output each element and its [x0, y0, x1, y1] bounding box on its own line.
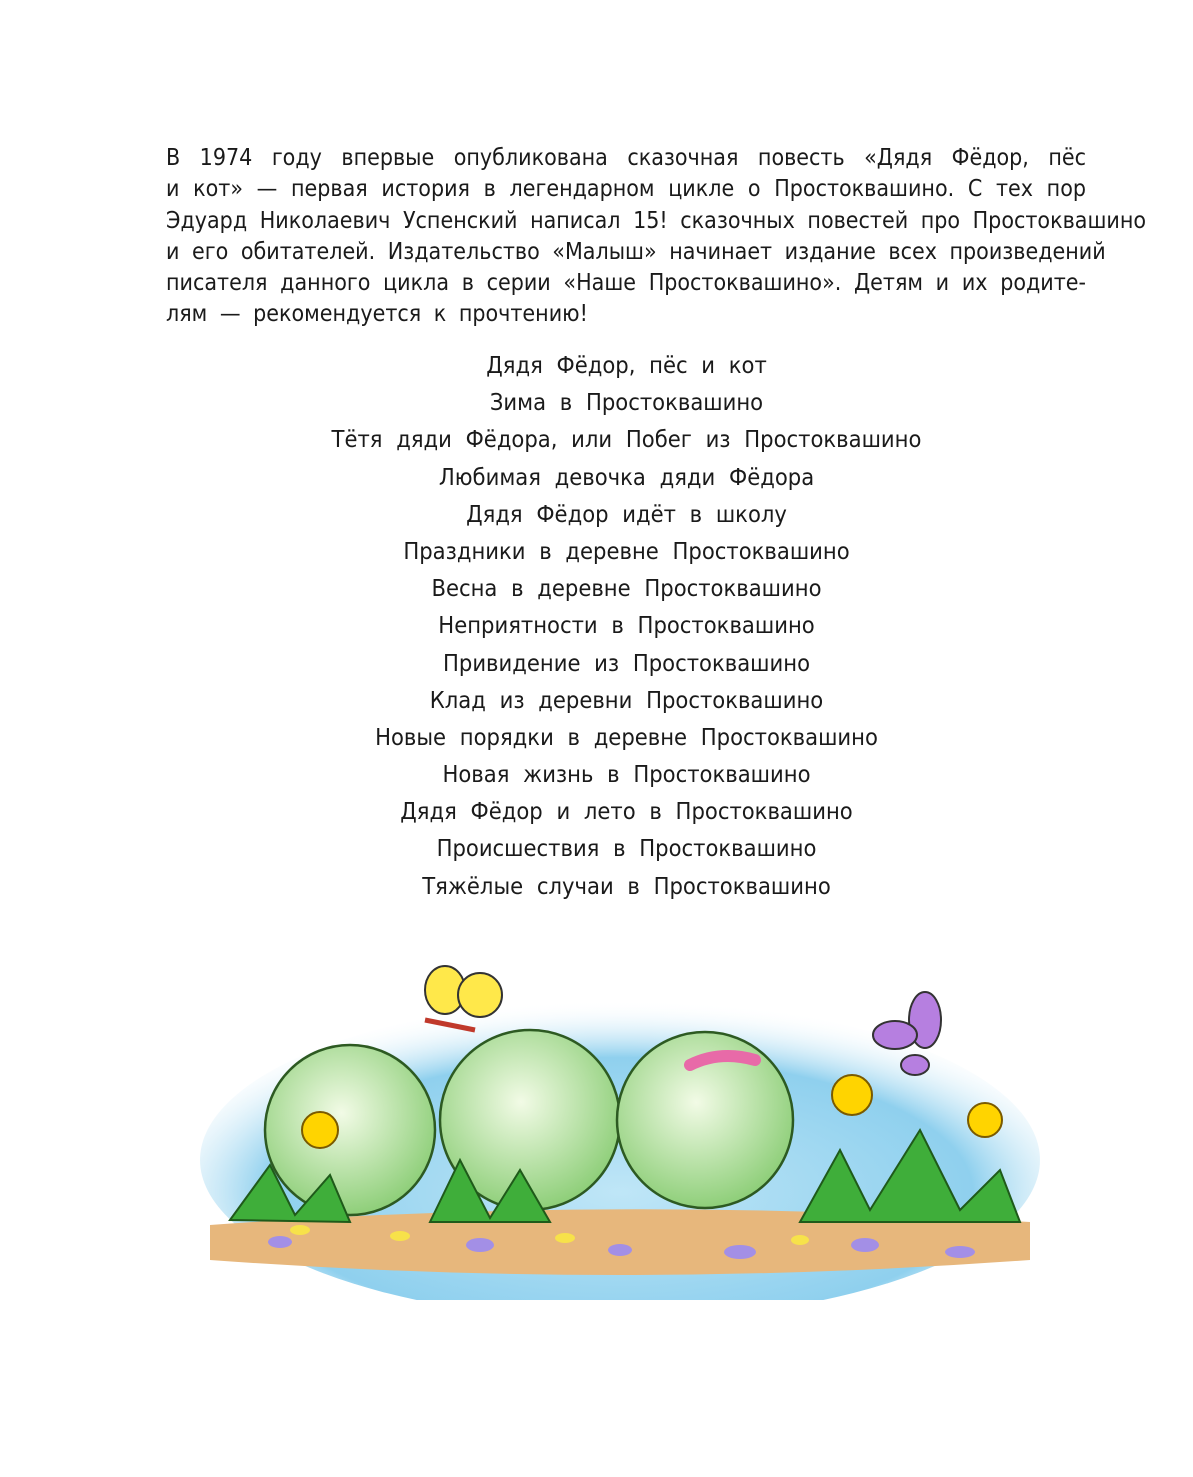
book-title-list [0, 347, 1193, 905]
intro-paragraph [166, 143, 1147, 331]
book-title: Происшествия в Простоквашино [436, 834, 817, 863]
book-title: Любимая девочка дяди Фёдора [438, 462, 815, 491]
intro-line: Эдуард Николаевич Успенский написал 15! сказочных повестей про Простоквашино [166, 207, 1147, 234]
book-title: Клад из деревни Простоквашино [429, 685, 824, 714]
intro-line: и его обитателей. Издательство «Малыш» начинает издание всех произведений [166, 238, 1106, 265]
intro-line: и кот» — первая история в легендарном цикле о Простоквашино. С тех пор [166, 176, 1086, 203]
book-title: Новые порядки в деревне Простоквашино [375, 722, 878, 751]
book-title: Весна в деревне Простоквашино [431, 574, 822, 603]
book-title: Привидение из Простоквашино [442, 648, 811, 677]
intro-line: писателя данного цикла в серии «Наше Простоквашино». Детям и их родите- [166, 270, 1086, 297]
book-title: Дядя Фёдор идёт в школу [466, 499, 787, 528]
book-title: Тяжёлые случаи в Простоквашино [422, 871, 831, 900]
book-title: Неприятности в Простоквашино [438, 611, 815, 640]
intro-line: лям — рекомендуется к прочтению! [166, 301, 588, 328]
book-title: Тётя дяди Фёдора, или Побег из Простоквашино [331, 425, 922, 454]
book-title: Новая жизнь в Простоквашино [442, 760, 811, 789]
book-title: Дядя Фёдор, пёс и кот [486, 351, 767, 379]
book-title: Дядя Фёдор и лето в Простоквашино [400, 797, 853, 826]
book-title: Праздники в деревне Простоквашино [403, 536, 850, 565]
garden-illustration [200, 960, 1040, 1300]
book-title: Зима в Простоквашино [489, 388, 764, 417]
intro-line: В 1974 году впервые опубликована сказочная повесть «Дядя Фёдор, пёс [166, 145, 1086, 171]
